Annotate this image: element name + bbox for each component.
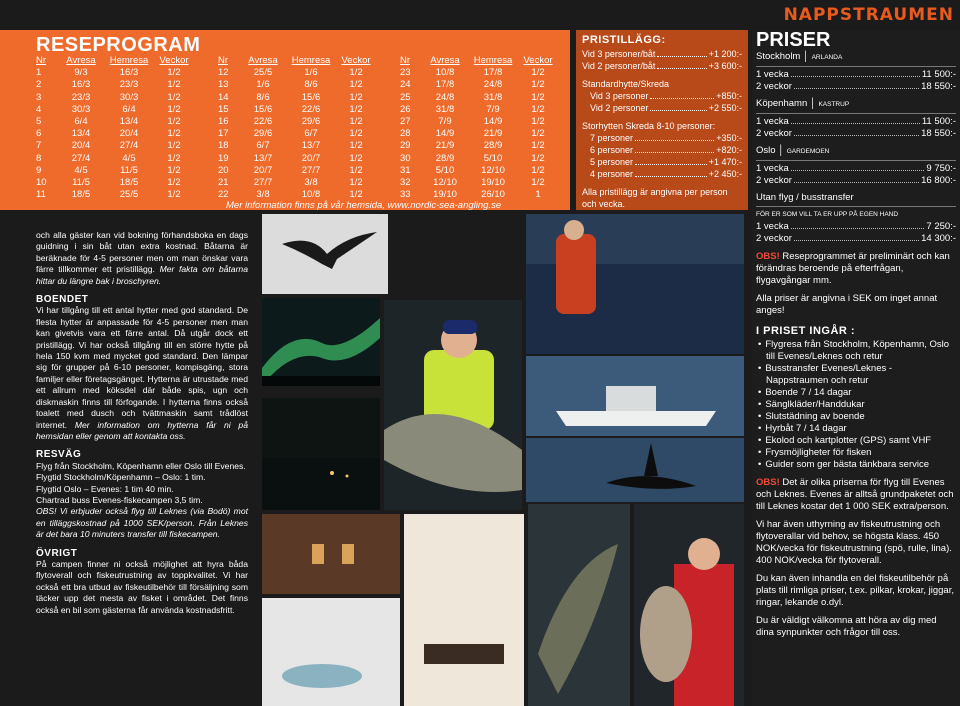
boat-surcharge-row xyxy=(582,60,742,72)
schedule-cell: 32 xyxy=(400,177,411,189)
night-boat-photo xyxy=(262,398,380,510)
schedule-cell: 27/7 xyxy=(253,177,273,189)
utan-sub: FÖR ER SOM VILL TA ER UPP PÅ EGEN HAND xyxy=(756,211,899,218)
schedule-cell: 6 xyxy=(36,128,42,140)
schedule-cell: 5/10 xyxy=(483,152,503,164)
departure-city: Köpenhamn │ KASTRUP xyxy=(756,98,850,109)
priser-title: PRISER xyxy=(756,29,831,51)
storhytten-surcharge-row xyxy=(590,156,742,168)
price-value: +2 450:- xyxy=(708,169,742,179)
schedule-row xyxy=(36,140,194,152)
resvag-line: Flygtid Stockholm/Köpenhamn – Oslo: 1 tim. xyxy=(36,472,206,483)
included-item: • Boende 7 / 14 dagar xyxy=(756,387,956,399)
schedule-cell: 30/3 xyxy=(119,91,139,103)
price-value: +1 470:- xyxy=(708,157,742,167)
schedule-cell: 20/4 xyxy=(119,128,139,140)
orca-photo xyxy=(526,438,744,502)
price-label: Vid 3 personer xyxy=(590,91,649,101)
schedule-cell: 30 xyxy=(400,152,411,164)
schedule-cell: 13/4 xyxy=(71,128,91,140)
cabin-interior-photo xyxy=(262,598,400,706)
schedule-cell: 31/8 xyxy=(483,91,503,103)
schedule-row xyxy=(218,67,376,79)
schedule-cell: 12/10 xyxy=(433,177,457,189)
schedule-cell: 6/7 xyxy=(256,140,270,152)
price-label: 2 veckor xyxy=(756,175,792,186)
price-value: 16 800:- xyxy=(921,175,956,186)
price-value: 18 550:- xyxy=(921,81,956,92)
schedule-cell: 11/5 xyxy=(72,177,90,189)
schedule-cell: 3 xyxy=(36,91,42,103)
schedule-cell: 1/2 xyxy=(531,91,545,103)
schedule-cell: 10/8 xyxy=(301,189,321,201)
included-item: • Hyrbåt 7 / 14 dagar xyxy=(756,423,956,435)
schedule-cell: 2 xyxy=(36,79,42,91)
schedule-header-cell: Veckor xyxy=(523,55,553,66)
schedule-cell: 1/2 xyxy=(349,128,363,140)
schedule-cell: 1/2 xyxy=(349,103,363,115)
resvag-line: Chartrad buss Evenes-fiskecampen 3,5 tim. xyxy=(36,494,203,505)
price-value: 9 750:- xyxy=(926,163,956,174)
schedule-cell: 1/2 xyxy=(167,116,181,128)
schedule-cell: 22 xyxy=(218,189,229,201)
schedule-row xyxy=(36,189,194,201)
shop-text: Du kan även inhandla en del fiskeutilbehör på plats till rimliga priser, t.ex. pilkar, krokar, jiggar, ringar, lekande o.dyl. xyxy=(756,573,954,608)
schedule-header xyxy=(400,55,558,67)
schedule-row xyxy=(36,177,194,189)
schedule-header xyxy=(36,55,194,67)
schedule-cell: 16 xyxy=(218,116,229,128)
brand-logo: NAPPSTRAUMEN xyxy=(783,5,954,25)
schedule-header-cell: Nr xyxy=(218,55,229,66)
included-item: • Flygresa från Stockholm, Köpenhamn, Oslo till Evenes/Leknes och retur xyxy=(756,339,956,363)
schedule-cell: 18 xyxy=(218,140,229,152)
welcome-text: Du är väldigt välkomna att höra av dig med dina synpunkter och frågor till oss. xyxy=(756,615,937,638)
price-value: +350:- xyxy=(716,133,742,143)
schedule-row xyxy=(218,140,376,152)
schedule-cell: 26/10 xyxy=(481,189,505,201)
schedule-header-cell: Veckor xyxy=(341,55,371,66)
storhytten-surcharge-row xyxy=(590,168,742,180)
schedule-header-cell: Hemresa xyxy=(473,55,513,66)
schedule-cell: 1/6 xyxy=(256,79,270,91)
schedule-cell: 27/7 xyxy=(301,164,321,176)
price-label: 1 vecka xyxy=(756,69,789,80)
schedule-row xyxy=(218,104,376,116)
schedule-cell: 1/2 xyxy=(349,189,363,201)
price-value: 7 250:- xyxy=(926,221,956,232)
schedule-cell: 1/2 xyxy=(167,189,181,201)
storhytten-surcharge-row xyxy=(590,144,742,156)
storhytten-surcharge-row xyxy=(590,132,742,144)
price-label: 7 personer xyxy=(590,133,634,143)
schedule-row xyxy=(400,67,558,79)
standard-surcharge-row xyxy=(590,102,742,114)
schedule-cell: 20/4 xyxy=(71,140,91,152)
eagle-photo xyxy=(262,214,388,294)
schedule-cell: 18/5 xyxy=(71,189,91,201)
ovrigt-text: På campen finner ni också möjlighet att hyra båda flytoverall och fiskeutrustning av toppkvalitet. Vi har också ett bra utbud av fiskeutilbehör till försäljning som täcker upp det mesta av fisket i området. Det finns också en bil som gästerna får använda kostnadsfritt. xyxy=(36,558,248,615)
price-value: +3 600:- xyxy=(708,61,742,71)
schedule-cell: 1/2 xyxy=(531,103,545,115)
schedule-cell: 18/5 xyxy=(119,177,139,189)
schedule-cell: 22/6 xyxy=(253,116,273,128)
schedule-header-cell: Avresa xyxy=(248,55,278,66)
pristillagg-note: Alla pristillägg är angivna per person och vecka. xyxy=(582,187,728,209)
schedule-cell: 13/7 xyxy=(253,152,273,164)
schedule-cell: 1/2 xyxy=(349,152,363,164)
included-item: • Sänglkläder/Handdukar xyxy=(756,399,956,411)
schedule-cell: 6/7 xyxy=(304,128,318,140)
schedule-cell: 5/10 xyxy=(435,164,455,176)
schedule-row xyxy=(36,165,194,177)
big-fish-photo xyxy=(528,504,630,706)
schedule-cell: 21/9 xyxy=(435,140,455,152)
schedule-cell: 19/10 xyxy=(433,189,457,201)
priser-column xyxy=(752,30,960,706)
schedule-row xyxy=(36,92,194,104)
schedule-row xyxy=(400,177,558,189)
schedule-row xyxy=(400,153,558,165)
rental-text: Vi har även uthyrning av fiskeutrustning och flytoverallar vid behov, se högsta klass. 450 NOK/vecka för fiskeutrustning (spö, rulle, lina). 400 NOK/vecka för flytoverall. xyxy=(756,519,952,566)
sek-note: Alla priser är angivna i SEK om inget annat anges! xyxy=(756,293,938,316)
schedule-cell: 10 xyxy=(36,177,47,189)
schedule-row xyxy=(36,116,194,128)
schedule-table xyxy=(36,55,194,201)
schedule-cell: 24/8 xyxy=(435,91,455,103)
schedule-cell: 3/8 xyxy=(256,189,270,201)
schedule-cell: 6/4 xyxy=(122,103,136,115)
schedule-cell: 1/2 xyxy=(167,128,181,140)
price-row xyxy=(756,221,956,233)
schedule-header-cell: Nr xyxy=(36,55,47,66)
schedule-cell: 17/8 xyxy=(483,67,503,79)
schedule-cell: 29/6 xyxy=(253,128,273,140)
schedule-cell: 16/3 xyxy=(71,79,91,91)
included-title: I PRISET INGÅR : xyxy=(756,325,856,337)
schedule-cell: 27/4 xyxy=(119,140,139,152)
schedule-cell: 7/9 xyxy=(486,103,500,115)
price-value: +1 200:- xyxy=(708,49,742,59)
schedule-cell: 29/6 xyxy=(301,116,321,128)
schedule-cell: 28/9 xyxy=(435,152,455,164)
schedule-cell: 4/5 xyxy=(74,164,88,176)
schedule-cell: 1/6 xyxy=(304,67,318,79)
schedule-row xyxy=(218,153,376,165)
schedule-cell: 19 xyxy=(218,152,229,164)
price-value: +850:- xyxy=(716,91,742,101)
schedule-cell: 23/3 xyxy=(71,91,91,103)
boat-surcharge-row xyxy=(582,48,742,60)
schedule-cell: 24/8 xyxy=(483,79,503,91)
schedule-cell: 1/2 xyxy=(531,128,545,140)
schedule-cell: 1/2 xyxy=(167,152,181,164)
schedule-cell: 1/2 xyxy=(531,140,545,152)
schedule-row xyxy=(400,104,558,116)
price-row xyxy=(756,69,956,81)
schedule-row xyxy=(400,116,558,128)
schedule-cell: 25/5 xyxy=(253,67,273,79)
price-label: 1 vecka xyxy=(756,221,789,232)
schedule-cell: 9/3 xyxy=(74,67,88,79)
fisherman-photo xyxy=(526,214,744,354)
schedule-row xyxy=(218,128,376,140)
schedule-cell: 21/9 xyxy=(483,128,503,140)
schedule-cell: 12/10 xyxy=(481,164,505,176)
schedule-row xyxy=(400,128,558,140)
schedule-cell: 1/2 xyxy=(531,116,545,128)
schedule-header-cell: Avresa xyxy=(66,55,96,66)
intro-text: och alla gäster kan vid bokning förhandsboka en dags guidning i sin båt utan extra kostnad. Båtarna är beräknade för 4-5 personer men om man önskar vara färre tillkommer ett pristillägg. Mer fakta om båtarna hittar du längre bak i broschyren. xyxy=(36,230,248,286)
resvag-line: Flygtid Oslo – Evenes: 1 tim 40 min. xyxy=(36,483,174,494)
price-label: Vid 3 personer/båt xyxy=(582,49,656,59)
schedule-cell: 25/5 xyxy=(119,189,139,201)
woman-with-halibut-photo xyxy=(634,504,744,706)
included-item: • Frysmöjligheter för fisken xyxy=(756,447,956,459)
schedule-cell: 1/2 xyxy=(167,164,181,176)
departure-city: Stockholm │ ARLANDA xyxy=(756,51,843,62)
price-row xyxy=(756,175,956,187)
price-label: 1 vecka xyxy=(756,116,789,127)
schedule-cell: 20/7 xyxy=(253,164,273,176)
schedule-cell: 29 xyxy=(400,140,411,152)
schedule-cell: 7/9 xyxy=(438,116,452,128)
schedule-cell: 15/6 xyxy=(301,91,321,103)
schedule-cell: 1/2 xyxy=(531,79,545,91)
schedule-cell: 15 xyxy=(218,103,229,115)
schedule-cell: 14 xyxy=(218,91,229,103)
pristillagg-title: PRISTILLÄGG: xyxy=(582,34,666,46)
schedule-cell: 30/3 xyxy=(71,103,91,115)
schedule-cell: 22/6 xyxy=(301,103,321,115)
schedule-cell: 4/5 xyxy=(122,152,136,164)
boendet-text: Vi har tillgång till ett antal hytter med god standard. De flesta hytter är anpassade för 4-5 personer men man kan givetvis vara ett färre antal. Då utgår dock ett pristillägg. Vi har också tillgång till en större hytte på hela 150 kvm med mycket god standard. Den lämpar sig för grupper på 6-10 personer, kompisgäng, stora familjer eller företagsgänget. Hytterna är utrustade med ett allrum med köksdel där både spis, ugn och diskmaskin finns till förfogande. I hytterna finns också toalett med dusch och tvättmaskin samt trådlöst internet. Mer information om hytterna får ni på hemsidan eller genom att kontakta oss. xyxy=(36,305,248,441)
schedule-cell: 1/2 xyxy=(167,177,181,189)
resvag-line: Flyg från Stockholm, Köpenhamn eller Oslo till Evenes. xyxy=(36,460,246,471)
schedule-cell: 1/2 xyxy=(531,177,545,189)
price-value: +2 550:- xyxy=(708,103,742,113)
schedule-cell: 31/8 xyxy=(435,103,455,115)
schedule-row xyxy=(218,116,376,128)
utan-title: Utan flyg / busstransfer xyxy=(756,192,854,203)
price-value: 11 500:- xyxy=(921,69,956,80)
schedule-row xyxy=(36,67,194,79)
schedule-cell: 8/6 xyxy=(304,79,318,91)
schedule-cell: 28 xyxy=(400,128,411,140)
schedule-row xyxy=(218,92,376,104)
schedule-cell: 27/4 xyxy=(71,152,91,164)
resvag-title: RESVÄG xyxy=(36,449,82,461)
schedule-cell: 24 xyxy=(400,79,411,91)
price-value: 11 500:- xyxy=(921,116,956,127)
schedule-row xyxy=(36,104,194,116)
schedule-cell: 7 xyxy=(36,140,42,152)
price-label: 2 veckor xyxy=(756,81,792,92)
schedule-cell: 19/10 xyxy=(481,177,505,189)
price-label: Vid 2 personer/båt xyxy=(582,61,656,71)
price-label: 2 veckor xyxy=(756,128,792,139)
schedule-cell: 1/2 xyxy=(349,140,363,152)
schedule-row xyxy=(400,79,558,91)
schedule-cell: 3/8 xyxy=(304,177,318,189)
aurora-photo xyxy=(262,298,380,386)
schedule-cell: 8 xyxy=(36,152,42,164)
schedule-cell: 17/8 xyxy=(435,79,455,91)
left-text xyxy=(36,230,248,616)
schedule-cell: 14/9 xyxy=(483,116,503,128)
schedule-cell: 1/2 xyxy=(167,140,181,152)
schedule-cell: 1/2 xyxy=(531,164,545,176)
schedule-title: RESEPROGRAM xyxy=(36,34,201,56)
schedule-cell: 17 xyxy=(218,128,229,140)
schedule-cell: 26 xyxy=(400,103,411,115)
schedule-cell: 1/2 xyxy=(167,79,181,91)
kitchen-photo xyxy=(404,514,524,706)
schedule-cell: 13/7 xyxy=(301,140,321,152)
schedule-cell: 25 xyxy=(400,91,411,103)
schedule-cell: 5 xyxy=(36,116,42,128)
price-row xyxy=(756,163,956,175)
included-item: • Ekolod och kartplotter (GPS) samt VHF xyxy=(756,435,956,447)
price-row xyxy=(756,81,956,93)
included-item: • Busstransfer Evenes/Leknes - Nappstraumen och retur xyxy=(756,363,956,387)
price-row xyxy=(756,128,956,140)
schedule-cell: 23 xyxy=(400,67,411,79)
price-label: 1 vecka xyxy=(756,163,789,174)
price-label: 2 veckor xyxy=(756,233,792,244)
included-list xyxy=(756,339,956,471)
schedule-header-cell: Hemresa xyxy=(109,55,149,66)
schedule-cell: 11/5 xyxy=(120,164,138,176)
schedule-row xyxy=(218,165,376,177)
price-label: 5 personer xyxy=(590,157,634,167)
schedule-row xyxy=(218,177,376,189)
price-label: 6 personer xyxy=(590,145,634,155)
schedule-cell: 6/4 xyxy=(74,116,88,128)
schedule-row xyxy=(36,128,194,140)
pristillagg-box xyxy=(576,30,748,210)
schedule-cell: 1/2 xyxy=(349,79,363,91)
schedule-cell: 1/2 xyxy=(349,91,363,103)
ovrigt-title: ÖVRIGT xyxy=(36,547,78,559)
schedule-cell: 28/9 xyxy=(483,140,503,152)
price-value: +820:- xyxy=(716,145,742,155)
schedule-cell: 16/3 xyxy=(119,67,139,79)
resvag-obs: OBS! Vi erbjuder också flyg till Leknes (via Bodö) mot en tilläggskostnad på 1000 SEK/person. Från Leknes är det bara 10 minuters transfer till fiskecampen. xyxy=(36,506,248,540)
schedule-row xyxy=(36,153,194,165)
schedule-cell: 8/6 xyxy=(256,91,270,103)
boat-photo xyxy=(526,356,744,436)
standard-title: Standardhytte/Skreda xyxy=(582,79,670,89)
schedule-cell: 13/4 xyxy=(119,116,139,128)
schedule-cell: 1/2 xyxy=(349,116,363,128)
price-row xyxy=(756,116,956,128)
schedule-header-cell: Nr xyxy=(400,55,411,66)
schedule-header-cell: Veckor xyxy=(159,55,189,66)
schedule-cell: 15/6 xyxy=(253,103,273,115)
schedule-cell: 1 xyxy=(535,189,541,201)
schedule-cell: 27 xyxy=(400,116,411,128)
price-label: Vid 2 personer xyxy=(590,103,649,113)
schedule-row xyxy=(36,79,194,91)
price-row xyxy=(756,233,956,245)
schedule-cell: 21 xyxy=(218,177,229,189)
schedule-cell: 10/8 xyxy=(435,67,455,79)
price-value: 14 300:- xyxy=(921,233,956,244)
schedule-cell: 1/2 xyxy=(167,91,181,103)
schedule-cell: 33 xyxy=(400,189,411,201)
schedule-row xyxy=(400,92,558,104)
included-item: • Guider som ger bästa tänkbara service xyxy=(756,459,956,471)
schedule-cell: 12 xyxy=(218,67,229,79)
schedule-cell: 1/2 xyxy=(349,177,363,189)
schedule-cell: 23/3 xyxy=(119,79,139,91)
schedule-table xyxy=(400,55,558,201)
schedule-cell: 13 xyxy=(218,79,229,91)
schedule-info: Mer information finns på vår hemsida, www.nordic-sea-angling.se xyxy=(226,200,502,211)
schedule-cell: 11 xyxy=(36,189,46,201)
price-value: 18 550:- xyxy=(921,128,956,139)
schedule-cell: 1 xyxy=(36,67,42,79)
schedule-header-cell: Hemresa xyxy=(291,55,331,66)
schedule-cell: 20 xyxy=(218,164,229,176)
schedule-cell: 9 xyxy=(36,164,42,176)
cabin-exterior-photo xyxy=(262,514,400,594)
schedule-cell: 1/2 xyxy=(167,103,181,115)
schedule-cell: 1/2 xyxy=(349,67,363,79)
schedule-table xyxy=(218,55,376,201)
standard-surcharge-row xyxy=(590,90,742,102)
included-item: • Slutstädning av boende xyxy=(756,411,956,423)
kid-with-fish-photo xyxy=(384,300,522,510)
schedule-row xyxy=(400,140,558,152)
schedule-cell: 20/7 xyxy=(301,152,321,164)
schedule-band xyxy=(0,30,570,210)
schedule-row xyxy=(400,165,558,177)
schedule-cell: 1/2 xyxy=(531,152,545,164)
schedule-cell: 31 xyxy=(400,164,411,176)
departure-city: Oslo │ GARDEMOEN xyxy=(756,145,830,156)
schedule-row xyxy=(218,79,376,91)
schedule-cell: 1/2 xyxy=(531,67,545,79)
price-label: 4 personer xyxy=(590,169,634,179)
obs2-text: OBS! Det är olika priserna för flyg till Evenes och Leknes. Evenes är alltså grundpaketet och till Leknes kostar det 1 000 SEK extra/person. xyxy=(756,477,954,512)
boendet-title: BOENDET xyxy=(36,294,89,306)
schedule-cell: 4 xyxy=(36,103,42,115)
schedule-cell: 14/9 xyxy=(435,128,455,140)
schedule-cell: 1/2 xyxy=(167,67,181,79)
schedule-header-cell: Avresa xyxy=(430,55,460,66)
schedule-cell: 1/2 xyxy=(349,164,363,176)
schedule-header xyxy=(218,55,376,67)
obs1-text: OBS! Reseprogrammet är preliminärt och kan förändras beroende på efterfrågan, flygavgångar mm. xyxy=(756,251,950,286)
storhytten-title: Storhytten Skreda 8-10 personer: xyxy=(582,121,716,131)
